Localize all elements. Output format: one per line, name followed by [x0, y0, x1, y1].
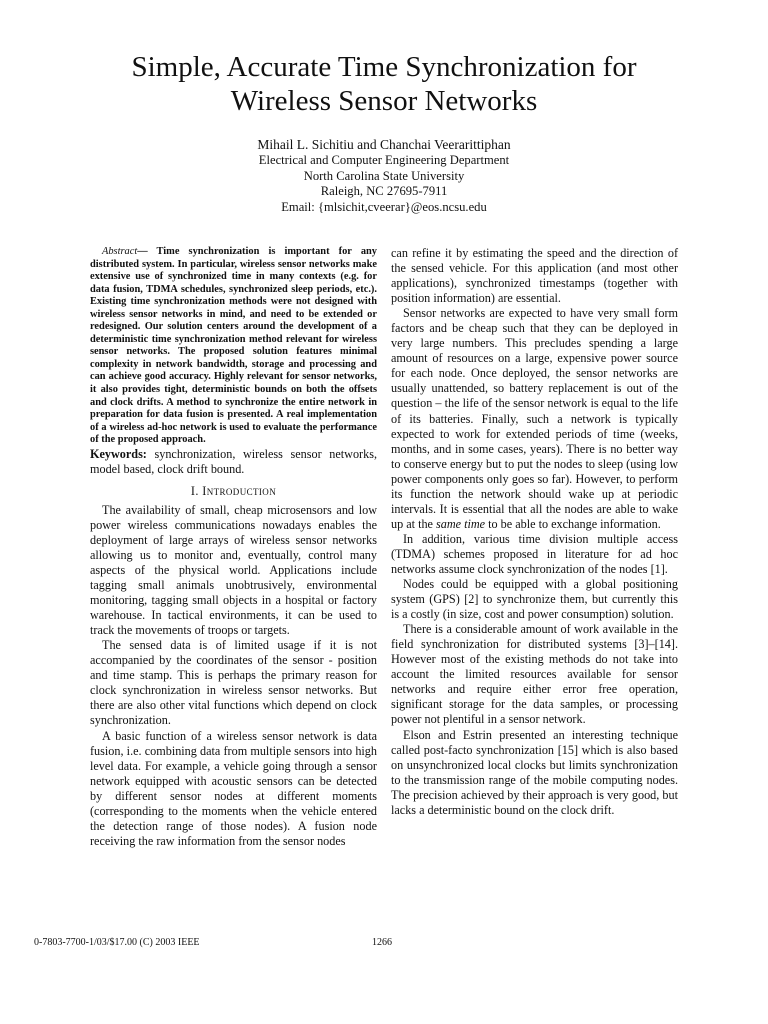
- affiliation-university: North Carolina State University: [303, 168, 465, 183]
- affiliation-department: Electrical and Computer Engineering Department: [258, 153, 510, 167]
- intro-paragraph-continued: can refine it by estimating the speed and the direction of the sensed vehicle. For this application (and most other applications), synchronized timestamps (together with position information) are essential.: [391, 246, 678, 306]
- right-column: [391, 246, 678, 818]
- intro-paragraph-5: In addition, various time division multiple access (TDMA) schemes proposed in literature for ad hoc networks assume clock synchronization of the nodes [1].: [391, 531, 678, 576]
- affiliation-address: Raleigh, NC 27695-7911: [320, 184, 448, 199]
- title-line-2: Wireless Sensor Networks: [230, 85, 538, 117]
- left-column: [90, 246, 377, 849]
- paragraph-4-text-a: Sensor networks are expected to have very small form factors and be cheap such that they can be deployed in very large numbers. This precludes spending a large amount of resources on a large, expensive power source for each node. Once deployed, the sensor networks are usually unattended, so battery replacement is out of the question – the life of the sensor network is equal to the life of its batteries. Finally, such a network is typically expected to work for extended periods of time (weeks, months, and in some cases, years). There is no better way to conserve energy but to put the nodes to sleep (using low power components only goes so far). However, to perform its function the network should wake up at periodic intervals. It is essential that all the nodes are able to wake up at the: [391, 306, 678, 531]
- keywords: [90, 447, 377, 477]
- keywords-text: synchronization, wireless sensor networks, model based, clock drift bound.: [90, 446, 377, 476]
- intro-paragraph-3: A basic function of a wireless sensor network is data fusion, i.e. combining data from multiple sensors into high level data. For example, a vehicle going through a sensor network equipped with acoustic sensors can be detected by different sensor nodes at different moments (corresponding to the moments when the vehicle entered the detection range of those nodes). A fusion node receiving the raw information from the sensor nodes: [90, 728, 377, 848]
- affiliation-block: [60, 153, 708, 215]
- section-heading-introduction: I. Introduction: [190, 483, 277, 498]
- intro-paragraph-4: [391, 306, 678, 532]
- paper-title: [60, 50, 708, 118]
- affiliation-email: Email: {mlsichit,cveerar}@eos.ncsu.edu: [281, 199, 487, 214]
- title-line-1: Simple, Accurate Time Synchronization for: [131, 51, 637, 83]
- emphasis-same-time: same time: [436, 516, 486, 531]
- intro-paragraph-2: The sensed data is of limited usage if it is not accompanied by the coordinates of the sensor - position and time stamp. This is perhaps the primary reason for clock synchronization in wireless sensor networks. But there are also other vital functions which depend on clock synchronization.: [90, 638, 377, 728]
- paragraph-4-text-b: to be able to exchange information.: [485, 516, 661, 531]
- abstract-label: Abstract: [102, 246, 138, 257]
- abstract-text: — Time synchronization is important for any distributed system. In particular, wireless sensor networks make extensive use of synchronized time in many contexts (e.g. for data fusion, TDMA schedules, synchronized sleep periods, etc.). Existing time synchronization methods were not designed with wireless sensor networks in mind, and need to be extended or redesigned. Our solution centers around the development of a deterministic time synchronization method relevant for wireless sensor networks. The proposed solution features minimal complexity in network bandwidth, storage and processing and can achieve good accuracy. Highly relevant for sensor networks, it also provides tight, deterministic bounds on both the offsets and clock drifts. A method to synchronize the entire network in preparation for data fusion is presented. A real implementation of a wireless ad-hoc network is used to evaluate the performance of the proposed approach.: [90, 246, 377, 446]
- intro-paragraph-7: There is a considerable amount of work available in the field synchronization for distributed systems [3]–[14]. However most of the existing methods do not take into account the limited resources available for sensor networks and require either error free operation, significant storage for the data samples, or processing power not plentiful in a sensor network.: [391, 622, 678, 727]
- author-list: Mihail L. Sichitiu and Chanchai Veerarittiphan: [257, 137, 511, 152]
- copyright-notice: 0-7803-7700-1/03/$17.00 (C) 2003 IEEE: [34, 937, 200, 948]
- page-number: 1266: [372, 937, 392, 948]
- keywords-label: Keywords:: [90, 446, 147, 461]
- intro-paragraph-8: Elson and Estrin presented an interesting technique called post-facto synchronization [15] which is also based on unsynchronized local clocks but limits synchronization to the transmission range of the mobile computing nodes. The precision achieved by their approach is very good, but lacks a deterministic bound on the clock drift.: [391, 727, 678, 817]
- intro-paragraph-6: Nodes could be equipped with a global positioning system (GPS) [2] to synchronize them, but currently this is a costly (in size, cost and power consumption) solution.: [391, 577, 678, 622]
- intro-paragraph-1: The availability of small, cheap microsensors and low power wireless communications nowadays enables the deployment of large arrays of wireless sensor networks allowing us to monitor and, eventually, control many aspects of the physical world. Applications include tagging small animals unobtrusively, environmental monitoring, tagging small objects in a hospital or factory warehouse. In tactical environments, it can be used to track the movements of troops or targets.: [90, 502, 377, 638]
- abstract: [90, 246, 377, 447]
